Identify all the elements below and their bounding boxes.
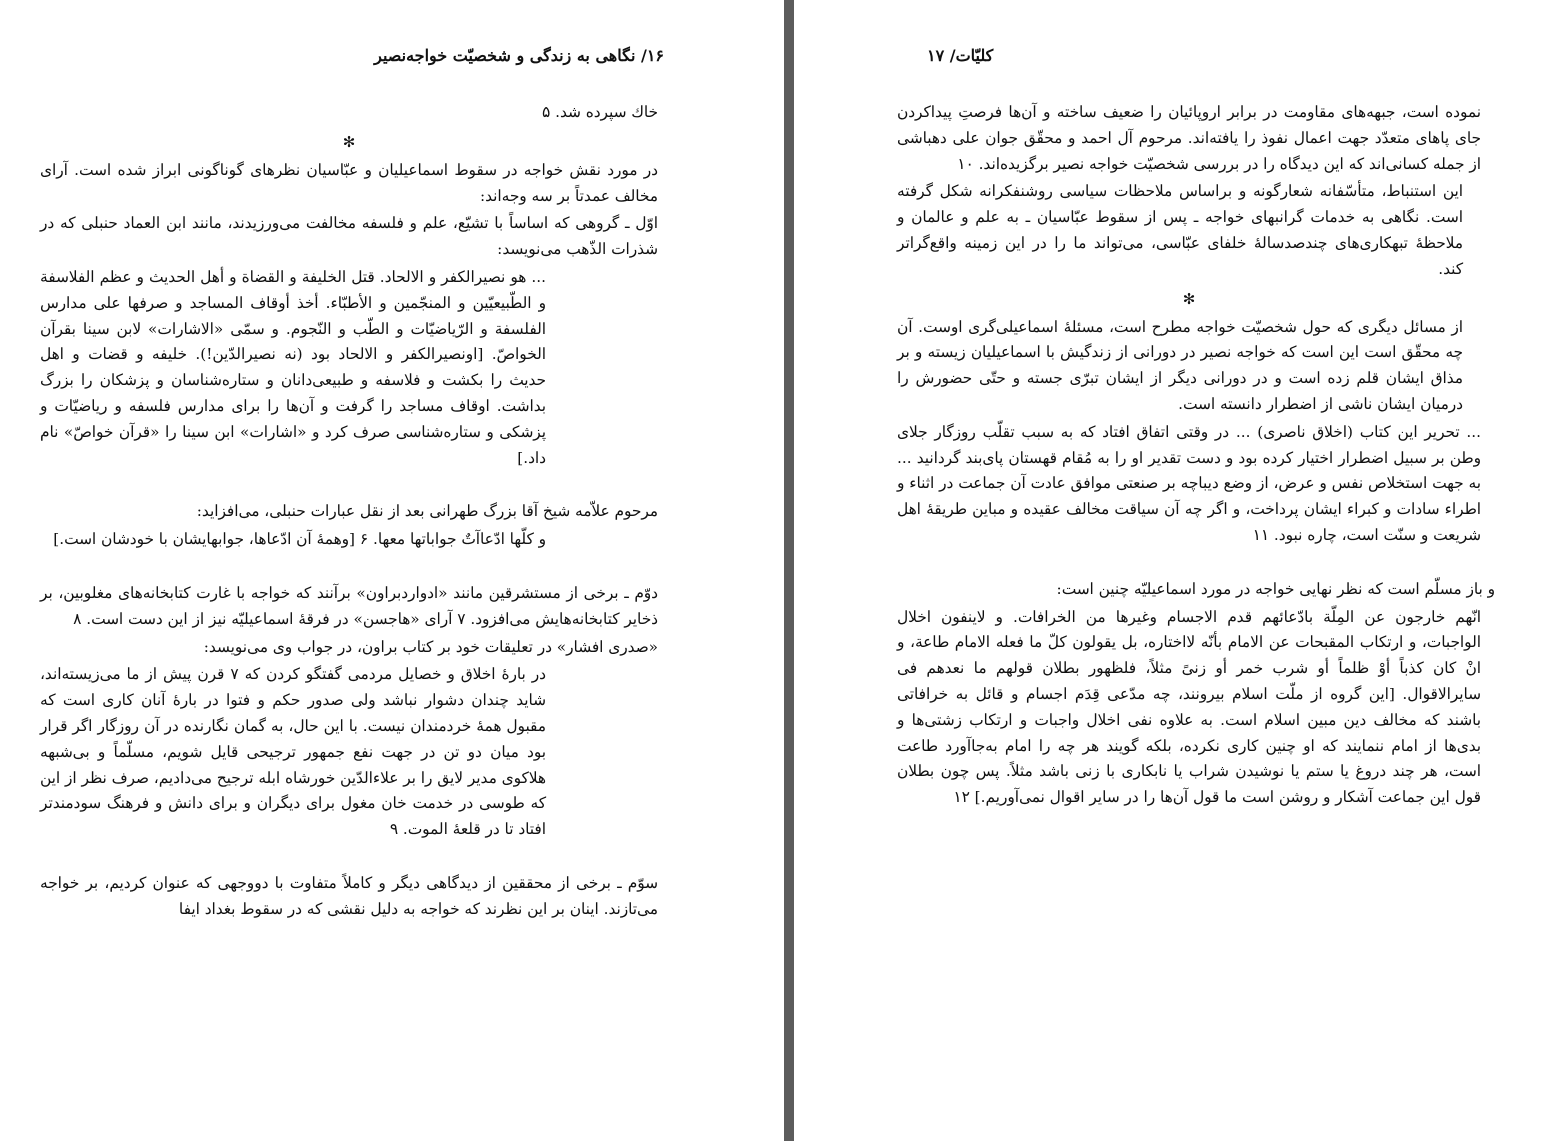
left-paragraph-2: در مورد نقش خواجه در سقوط اسماعیلیان و عبّاسیان نظرهای گوناگونی ابراز شده است. آرای مخالف عمدتاً بر سه وجه‌اند: [40,160,658,205]
right-page [794,0,1561,1141]
left-paragraph-4-quote: و کلّها ادّعاآتٌ جواباتها معها. ۶ [وهمهٔ آن ادّعاها، جوابهایشان با خودشان است.] [53,530,546,549]
right-paragraph-4: و باز مسلّم است که نظر نهایی خواجه در مورد اسماعیلیّه چنین است: [1056,579,1495,598]
right-quote-1: ... تحریر این کتاب (اخلاق ناصری) ... در وقتی اتفاق افتاد که به سبب تقلّب روزگار جلای وطن بر سبیل اضطرار اختیار کرده بود و دست تقدیر او را به مُقام قهستان پای‌بند گردانید ... به جهت استخلاص نفس و عرض، از وضع دیباچه بر صنعتی موافق عادت آن جماعت در اثناء و اطراء سادات و کبراء ایشان پرداخت، و اگر چه آن سیاقت مخالف عقیده و مباین طریقهٔ اهل شریعت و سنّت است، چاره نبود. ۱۱ [897,422,1481,544]
section-separator-star: ✻ [342,132,356,151]
right-quote-2: انّهم خارجون عن المِلّة بادّعائهم قدم الاجسام وغیرها من الخرافات. و لاینفون اخلال الواجبات، و ارتکاب المقبحات عن الامام بأنّه لااختاره، بل یقولون کلّ ما فعله الامام طاعة، و انْ کان کذباً أوْ ظلماً أو شرب خمر أو زنیً مثلاً، فلظهور بطلان قولهم ما نعدهم فی سایرالاقوال. [این گروه از ملّت اسلام بیرونند، چه مدّعی قِدَم اجسام و قائل به خرافاتی باشند که مخالف دین مبین اسلام است. به علاوه نفی اخلال واجبات و ارتکاب زشتی‌ها و بدی‌ها از امام ننمایند که او چنین کاری نکرده، بلکه گویند هر چه را امام به‌جاآورد طاعت است، هر چند دروغ یا ستم یا نوشیدن شراب یا نابکاری با زنی باشد مثلاً. پس چون بطلان قول این جماعت آشکار و روشن است ما قول آن‌ها را در سایر اقوال نمی‌آوریم.] ۱۲ [897,607,1481,807]
left-paragraph-6: «صدری افشار» در تعلیقات خود بر کتاب براون، در جواب وی می‌نویسد: [203,637,658,656]
book-gutter [784,0,794,1141]
right-paragraph-3: از مسائل دیگری که حول شخصیّت خواجه مطرح است، مسئلهٔ اسماعیلی‌گری اوست. آن چه محقّق است این است که خواجه نصیر در دورانی از زندگیش با اسماعیلیان زیسته و بر مذاق ایشان قلم زده است و در دورانی دیگر از ایشان تبرّی جسته و حتّی حضورش را درمیان ایشان ناشی از اضطرار دانسته است. [897,317,1463,413]
left-quote-1: ... هو نصیرالکفر و الالحاد. قتل الخلیفة و القضاة و أهل الحدیث و عظم الفلاسفة و الطّبیعیّین و المنجّمین و الأطبّاء. أخذ أوقاف المساجد و صرفها علی مدارس الفلسفة و الرّیاضیّات و الطّب و النّجوم. و سمّی «الاشارات» لابن سینا بقرآن الخواصّ. [اونصیرالکفر و الالحاد بود (نه نصیرالدّین!). خلیفه و قضات و اهل حدیث را بکشت و فلاسفه و طبیعی‌دانان و ستاره‌شناسان و پزشکان را بزرگ بداشت. اوقاف مساجد را گرفت و آن‌ها را برای مدارس فلسفه و ریاضیّات و پزشکی و ستاره‌شناسی صرف کرد و «اشارات» ابن سینا را «قرآن خواصّ» نام داد.] [40,267,546,467]
right-page-body [897,100,1495,813]
left-page-body [40,100,658,925]
left-page-header: ۱۶/ نگاهی به زندگی و شخصیّت خواجه‌نصیر [374,46,664,65]
left-paragraph-1: خاك سپرده شد. ۵ [542,103,658,121]
left-paragraph-4: مرحوم علاّمه شیخ آقا بزرگ طهرانی بعد از نقل عبارات حنبلی، می‌افزاید: [196,502,658,521]
right-paragraph-1: نموده است، جبهه‌های مقاومت در برابر اروپائیان را ضعیف ساخته و آن‌ها فرصتِ پیداکردن جای پاهای متعدّد جهت اعمال نفوذ را یافته‌اند. مرحوم آل احمد و محقّق جوان علی دهباشی از جمله کسانی‌اند که این دیدگاه را در بررسی شخصیّت خواجه نصیر برگزیده‌اند. ۱۰ [897,103,1481,173]
left-paragraph-7: سوّم ـ برخی از محققین از دیدگاهی دیگر و کاملاً متفاوت با دووجهی که عنوان کردیم، بر خواجه می‌تازند. اینان بر این نظرند که خواجه به دلیل نقشی که در سقوط بغداد ایفا [40,873,658,918]
left-paragraph-3: اوّل ـ گروهی که اساساً با تشیّع، علم و فلسفه مخالفت می‌ورزیدند، مانند ابن العماد حنبلی که در شذرات الذّهب می‌نویسد: [40,214,658,259]
section-separator-star: ✻ [1182,289,1196,308]
right-page-header: کلیّات/ ۱۷ [927,46,994,65]
left-quote-2: در بارهٔ اخلاق و خصایل مردمی گفتگو کردن که ۷ قرن پیش از ما می‌زیسته‌اند، شاید چندان دشوار نباشد ولی صدور حکم و فتوا در بارهٔ آنان کاری است که مقبول همهٔ خردمندان نیست. با این حال، به گمان نگارنده در آن روزگار اگر قرار بود میان دو تن در جهت نفع جمهور ترجیحی قایل شویم، مسلّماً و بی‌شبهه هلاکوی مدیر لایق را بر علاءالدّین خورشاه ابله ترجیح می‌دادیم، صرف نظر از این که طوسی در خدمت خان مغول برای دیگران و برای دانش و فرهنگ سودمندتر افتاد تا در قلعهٔ الموت. ۹ [39,665,546,839]
left-paragraph-5: دوّم ـ برخی از مستشرقین مانند «ادواردبراون» برآنند که خواجه با غارت کتابخانه‌های مغلوبین، بر ذخایر کتابخانه‌هایش می‌افزود. ۷ آرای «هاجسن» در فرقهٔ اسماعیلیّه نیز از این دست است. ۸ [40,583,658,628]
right-paragraph-2: این استنباط، متأسّفانه شعارگونه و براساس ملاحظات سیاسی روشنفکرانه شکل گرفته است. نگاهی به خدمات گرانبهای خواجه ـ پس از سقوط عبّاسیان ـ به علم و عالمان و ملاحظهٔ تبهکاری‌های چندصدسالهٔ خلفای عبّاسی، می‌تواند ما را در این زمینه واقع‌گراتر کند. [897,182,1463,278]
